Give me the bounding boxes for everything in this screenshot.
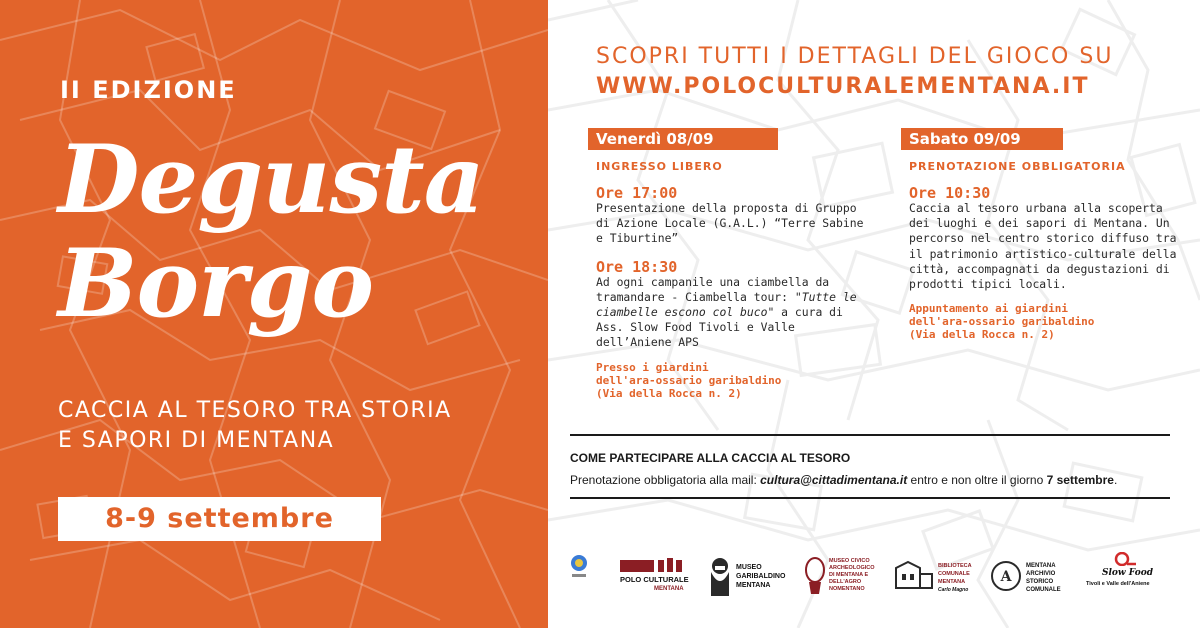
slow-food-logo — [1086, 552, 1170, 598]
polo-culturale-logo — [618, 552, 690, 598]
event-time-1700: Ore 17:00 — [596, 184, 678, 202]
statue-icon — [804, 556, 826, 596]
event-desc-1830-italic: Tutte le ciambelle escono col buco — [596, 289, 857, 320]
location-saturday-line-3: (Via della Rocca n. 2) — [909, 328, 1055, 342]
museo-gar-line-2: GARIBALDINO — [736, 573, 786, 580]
bib-line-1: BIBLIOTECA — [938, 563, 972, 569]
how-text-c: . — [1113, 473, 1118, 487]
divider-bottom — [570, 497, 1170, 499]
polo-bars-icon — [620, 556, 686, 572]
bib-line-3: MENTANA — [938, 579, 966, 585]
slow-line-2: Tivoli e Valle dell'Aniene — [1086, 581, 1150, 587]
archive-seal-icon — [990, 560, 1022, 592]
bib-line-2: COMUNALE — [938, 571, 970, 577]
deadline-date: 7 settembre — [1046, 473, 1114, 487]
arch-line-1: MENTANA — [1026, 563, 1056, 569]
event-desc-1030: Caccia al tesoro urbana alla scoperta dei luoghi e dei sapori di Mentana. Un percorso nel centro storico diffuso tra il patrimonio artistico-culturale della città, accompagnati da degustazioni di prodotti tipici locali. — [909, 201, 1177, 292]
museo-gar-line-1: MUSEO — [736, 564, 762, 571]
location-friday — [596, 361, 864, 400]
headline — [596, 42, 1196, 102]
svg-text:A: A — [1000, 569, 1012, 585]
garibaldi-portrait-icon — [708, 556, 732, 596]
event-title — [58, 125, 518, 339]
museo-civ-line-2: ARCHEOLOGICO — [829, 565, 875, 571]
how-text-a: Prenotazione obbligatoria alla mail: — [570, 473, 761, 487]
website-link[interactable]: WWW.POLOCULTURALEMENTANA.IT — [596, 74, 1090, 99]
event-dates: 8-9 settembre — [58, 497, 381, 541]
slow-line-1: Slow Food — [1102, 568, 1153, 578]
museo-garibaldino-logo — [708, 552, 788, 598]
museo-civ-line-4: DELL'AGRO — [829, 579, 862, 585]
location-friday-line-3: (Via della Rocca n. 2) — [596, 386, 742, 400]
day-friday-column — [596, 128, 864, 400]
day-friday-label: Venerdì 08/09 — [588, 128, 778, 150]
archivio-storico-logo — [990, 552, 1068, 598]
polo-line-2: MENTANA — [654, 586, 684, 592]
subtitle-line-1: CACCIA AL TESORO TRA STORIA — [58, 398, 452, 423]
day-saturday-column — [909, 128, 1177, 341]
title-line-2: Borgo — [58, 229, 374, 339]
event-subtitle — [58, 396, 528, 456]
location-saturday-line-1: Appuntamento ai giardini — [909, 302, 1068, 316]
day-saturday-label: Sabato 09/09 — [901, 128, 1063, 150]
divider-top — [570, 434, 1170, 436]
museo-civ-line-1: MUSEO CIVICO — [829, 558, 870, 564]
location-friday-line-2: dell'ara-ossario garibaldino — [596, 373, 782, 387]
headline-text: SCOPRI TUTTI I DETTAGLI DEL GIOCO SU — [596, 44, 1114, 69]
how-to-participate — [570, 451, 1190, 487]
entry-type-free: INGRESSO LIBERO — [596, 160, 723, 173]
subtitle-line-2: E SAPORI DI MENTANA — [58, 428, 335, 453]
arch-line-4: COMUNALE — [1026, 587, 1061, 593]
title-line-1: Degusta — [58, 125, 484, 235]
left-panel — [0, 0, 548, 628]
event-desc-1700: Presentazione della proposta di Gruppo di Azione Locale (G.A.L.) “Terre Sabine e Tiburtine” — [596, 201, 864, 246]
polo-line-1: POLO CULTURALE — [620, 575, 689, 584]
location-saturday-line-2: dell'ara-ossario garibaldino — [909, 315, 1095, 329]
partner-logos — [568, 552, 1188, 602]
museo-civ-line-5: NOMENTANO — [829, 586, 865, 592]
event-desc-1830 — [596, 275, 864, 351]
museo-civico-logo — [804, 552, 880, 598]
how-text-b: entro e non oltre il giorno — [907, 473, 1047, 487]
bib-line-4: Carlo Magno — [938, 587, 969, 593]
crest-icon — [568, 552, 590, 582]
arch-line-2: ARCHIVIO — [1026, 571, 1056, 577]
biblioteca-logo — [894, 552, 978, 598]
edition-label: II EDIZIONE — [60, 76, 237, 104]
event-time-1830: Ore 18:30 — [596, 257, 678, 276]
location-friday-line-1: Presso i giardini — [596, 360, 709, 374]
arch-line-3: STORICO — [1026, 579, 1054, 585]
contact-email-link[interactable]: cultura@cittadimentana.it — [760, 473, 908, 487]
event-desc-1830-a: Ad ogni campanile una ciambella da tramandare - Ciambella tour: " — [596, 274, 830, 304]
entry-type-booking: PRENOTAZIONE OBBLIGATORIA — [909, 160, 1126, 173]
location-saturday — [909, 302, 1177, 341]
museo-civ-line-3: DI MENTANA E — [829, 572, 869, 578]
how-text — [570, 473, 1190, 487]
event-time-1030: Ore 10:30 — [909, 184, 991, 202]
right-panel — [548, 0, 1200, 628]
building-icon — [894, 560, 934, 590]
event-desc-1830-b: " a cura di Ass. Slow Food Tivoli e Valle dell’Aniene APS — [596, 305, 843, 350]
snail-icon — [1114, 552, 1136, 566]
museo-gar-line-3: MENTANA — [736, 582, 771, 589]
city-crest-logo — [568, 552, 590, 598]
how-heading: COME PARTECIPARE ALLA CACCIA AL TESORO — [570, 451, 851, 465]
